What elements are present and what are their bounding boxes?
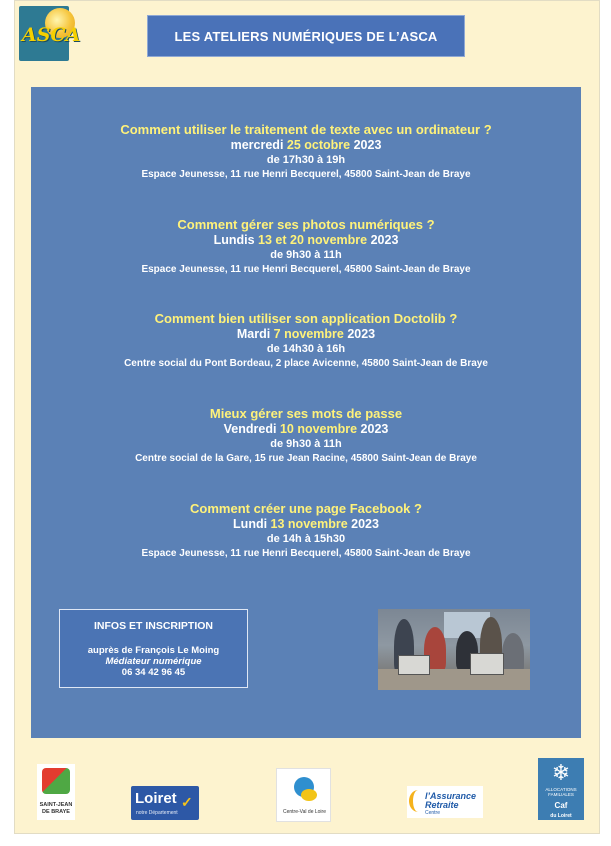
info-role: Médiateur numérique [105,656,202,667]
bird-icon: ✓ [181,794,193,810]
event-hours: de 9h30 à 11h [270,438,342,450]
centre-val-de-loire-logo: Centre-Val de Loire [276,768,331,822]
snowflake-icon: ❄ [551,760,571,785]
info-box [59,609,248,688]
event-date: mercredi 25 octobre 2023 [230,138,382,152]
info-contact: auprès de François Le Moing [87,645,220,656]
event-hours: de 14h30 à 16h [266,343,346,355]
event-address: Espace Jeunesse, 11 rue Henri Becquerel, 45800 Saint-Jean de Braye [141,169,471,180]
event-address: Centre social de la Gare, 15 rue Jean Racine, 45800 Saint-Jean de Braye [135,453,477,464]
event-item [31,217,581,277]
saint-jean-de-braye-logo: SAINT-JEAN DE BRAYE [37,764,75,820]
asca-logo [19,6,81,61]
page-title: LES ATELIERS NUMÉRIQUES DE L’ASCA [147,15,465,57]
info-phone: 06 34 42 96 45 [121,667,186,678]
event-date: Lundis 13 et 20 novembre 2023 [213,233,399,247]
event-hours: de 14h à 15h30 [266,533,346,545]
event-hours: de 17h30 à 19h [266,154,346,166]
loiret-logo: Loiret notre Département ✓ [131,786,199,820]
event-date: Mardi 7 novembre 2023 [236,327,376,341]
event-address: Espace Jeunesse, 11 rue Henri Becquerel, 45800 Saint-Jean de Braye [141,548,471,559]
event-address: Espace Jeunesse, 11 rue Henri Becquerel, 45800 Saint-Jean de Braye [141,264,471,275]
event-item [31,122,581,182]
event-date: Vendredi 10 novembre 2023 [223,422,389,436]
assurance-retraite-logo: l’Assurance Retraite Centre [407,786,483,818]
event-question: Comment créer une page Facebook ? [190,501,422,516]
event-date: Lundi 13 novembre 2023 [233,517,379,531]
events-panel [31,87,581,738]
asca-logo-text: ASCA [22,24,81,46]
info-title: INFOS ET INSCRIPTION [93,620,213,632]
event-item [31,311,581,371]
event-address: Centre social du Pont Bordeau, 2 place Avicenne, 45800 Saint-Jean de Braye [124,358,488,369]
event-question: Mieux gérer ses mots de passe [209,406,403,421]
workshop-photo [378,609,530,690]
event-question: Comment gérer ses photos numériques ? [177,217,435,232]
caf-logo: ❄ ALLOCATIONS FAMILIALES Caf du Loiret [538,758,584,820]
event-item [31,501,581,561]
event-hours: de 9h30 à 11h [270,249,342,261]
event-item [31,406,581,466]
event-question: Comment bien utiliser son application Doctolib ? [154,311,458,326]
event-question: Comment utiliser le traitement de texte avec un ordinateur ? [120,122,492,137]
